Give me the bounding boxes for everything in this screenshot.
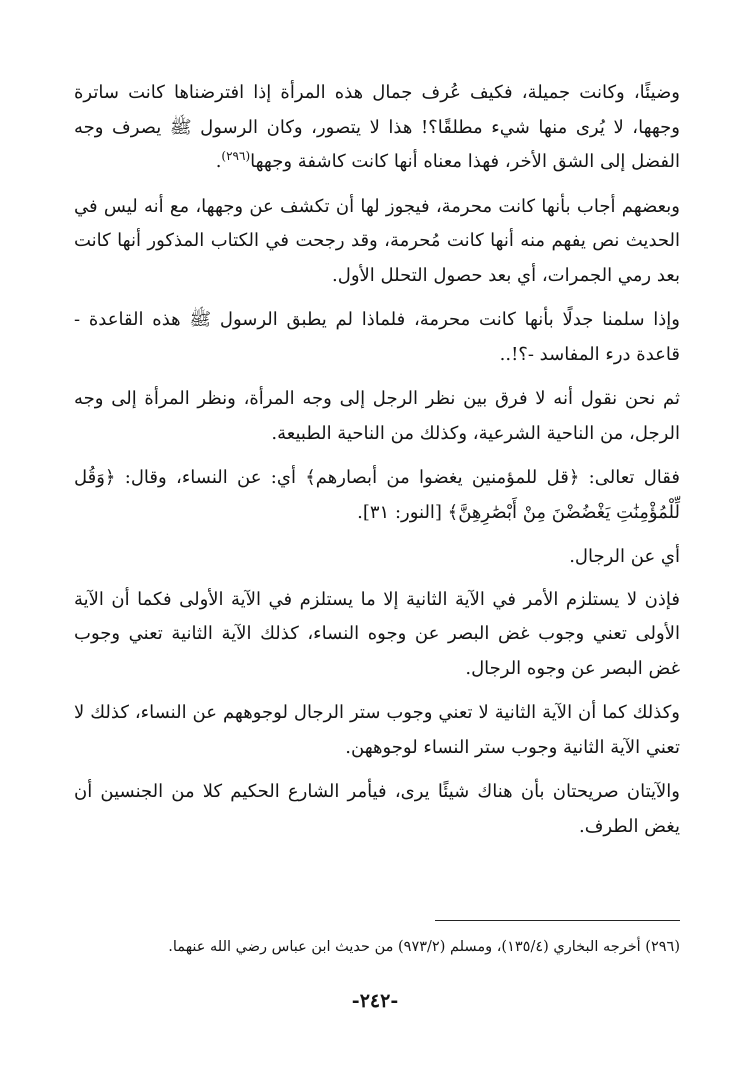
footnote-reference[interactable]: (٢٩٦) bbox=[221, 149, 251, 163]
paragraph-4: ثم نحن نقول أنه لا فرق بين نظر الرجل إلى وجه المرأة، ونظر المرأة إلى وجه الرجل، من الناحية الشرعية، وكذلك من الناحية الطبيعة. bbox=[74, 388, 680, 444]
paragraph-1-tail: . bbox=[215, 151, 222, 172]
paragraph-2: وبعضهم أجاب بأنها كانت محرمة، فيجوز لها أن تكشف عن وجهها، مع أنه ليس في الحديث نص يفهم منه أنها كانت مُحرمة، وقد رجحت في الكتاب المذكور أنها كانت بعد رمي الجمرات، أي بعد حصول التحلل الأول. bbox=[74, 195, 680, 286]
page-number: -٢٤٢- bbox=[351, 990, 399, 1012]
footnote-divider bbox=[435, 920, 680, 921]
page-body bbox=[74, 76, 680, 854]
footnote: (٢٩٦) أخرجه البخاري (١٣٥/٤)، ومسلم (٩٧٣/٢) من حديث ابن عباس رضي الله عنهما. bbox=[168, 939, 680, 955]
paragraph-1 bbox=[74, 76, 680, 180]
paragraph-3: وإذا سلمنا جدلًا بأنها كانت محرمة، فلماذا لم يطبق الرسول ﷺ هذه القاعدة - قاعدة درء المفاسد -؟!.. bbox=[74, 309, 680, 365]
paragraph-8: وكذلك كما أن الآية الثانية لا تعني وجوب ستر الرجال لوجوههم عن النساء، كذلك لا تعني الآية الثانية وجوب ستر النساء لوجوههن. bbox=[74, 702, 680, 758]
paragraph-5: فقال تعالى: ﴿قل للمؤمنين يغضوا من أبصارهم﴾ أي: عن النساء، وقال: ﴿وَقُل لِّلْمُؤْمِنَٰتِ يَغْضُضْنَ مِنْ أَبْصَٰرِهِنَّ﴾ [النور: ٣١]. bbox=[74, 467, 680, 523]
paragraph-6: أي عن الرجال. bbox=[569, 546, 680, 567]
paragraph-1-text: وضيئًا، وكانت جميلة، فكيف عُرف جمال هذه المرأة إذا افترضناها كانت ساترة وجهها، لا يُرى منها شيء مطلقًا؟! هذا لا يتصور، وكان الرسول ﷺ يصرف وجه الفضل إلى الشق الأخر، فهذا معناه أنها كانت كاشفة وجهها bbox=[74, 82, 680, 172]
paragraph-7: فإذن لا يستلزم الأمر في الآية الثانية إلا ما يستلزم في الآية الأولى فكما أن الآية الأولى تعني وجوب غض البصر عن وجوه النساء، كذلك الآية الثانية تعني وجوب غض البصر عن وجوه الرجال. bbox=[74, 588, 680, 679]
paragraph-9: والآيتان صريحتان بأن هناك شيئًا يرى، فيأمر الشارع الحكيم كلا من الجنسين أن يغض الطرف. bbox=[74, 781, 680, 837]
